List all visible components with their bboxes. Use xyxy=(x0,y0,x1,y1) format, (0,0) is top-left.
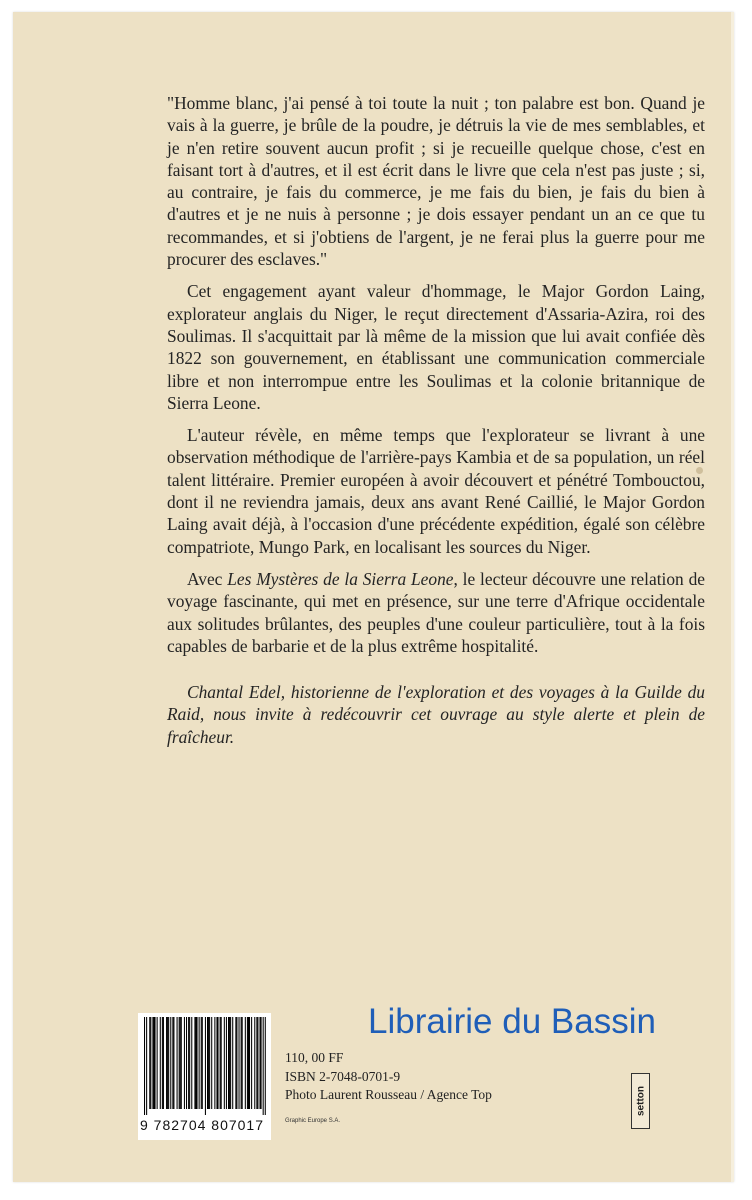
barcode-bar xyxy=(207,1017,208,1109)
barcode-bar xyxy=(205,1017,206,1115)
barcode-bar xyxy=(191,1017,192,1109)
barcode-bar xyxy=(188,1017,189,1109)
isbn: ISBN 2-7048-0701-9 xyxy=(285,1068,401,1084)
barcode-bar xyxy=(221,1017,222,1109)
book-title: Les Mystères de la Sierra Leone xyxy=(227,568,454,589)
photo-credit: Photo Laurent Rousseau / Agence Top xyxy=(285,1087,492,1102)
barcode-bar xyxy=(230,1017,231,1109)
barcode-bar xyxy=(261,1017,262,1109)
barcode-bar xyxy=(162,1017,163,1109)
barcode-bar xyxy=(149,1017,150,1109)
barcode-bar xyxy=(155,1017,156,1109)
barcode-bar xyxy=(199,1017,200,1109)
barcode-bar xyxy=(194,1017,195,1109)
barcode-bar xyxy=(197,1017,198,1109)
barcode-bar xyxy=(202,1017,203,1109)
barcode-bar xyxy=(254,1017,255,1109)
barcode-bar xyxy=(177,1017,178,1109)
barcode-bar xyxy=(172,1017,173,1109)
barcode-bar xyxy=(224,1017,225,1109)
barcode-bar xyxy=(179,1017,180,1109)
barcode-bar xyxy=(228,1017,229,1109)
barcode-bar xyxy=(152,1017,153,1109)
barcode-bar xyxy=(160,1017,161,1109)
barcode-bar xyxy=(209,1017,210,1109)
barcode-bar xyxy=(247,1017,248,1109)
barcode-bar xyxy=(239,1017,240,1109)
barcode-bar xyxy=(167,1017,168,1109)
barcode-bar xyxy=(170,1017,171,1109)
barcode-bar xyxy=(208,1017,209,1109)
barcode-bar xyxy=(184,1017,185,1109)
barcode-bar xyxy=(229,1017,230,1109)
paragraph-avec-start: Avec xyxy=(187,568,228,589)
barcode-bar xyxy=(181,1017,182,1109)
paragraph-avec xyxy=(167,568,705,657)
barcode-bar xyxy=(180,1017,181,1109)
barcode-bar xyxy=(245,1017,246,1109)
barcode-bars xyxy=(144,1017,266,1115)
watermark-text: Librairie du Bassin xyxy=(368,1002,656,1041)
barcode-bar xyxy=(242,1017,243,1109)
quote-paragraph: "Homme blanc, j'ai pensé à toi toute la nuit ; ton palabre est bon. Quand je vais à la guerre, je brûle de la poudre, je détruis la vie de mes semblables, et je n'en retire souvent aucun profit ; si je recueille quelque chose, c'est en faisant tort à d'autres, et il est écrit dans le livre que cela n'est pas juste ; si, au contraire, je fais du commerce, je me fais du bien, je fais du bien à d'autres et je ne nuis à personne ; je dois essayer pendant un an ce que tu recommandes, et si j'obtiens de l'argent, je ne ferai plus la guerre pour me procurer des esclaves." xyxy=(167,93,705,270)
barcode-bar xyxy=(216,1017,217,1109)
barcode-number: 9 782704 807017 xyxy=(140,1117,264,1133)
barcode-bar xyxy=(249,1017,250,1109)
barcode-bar xyxy=(144,1017,145,1115)
barcode-bar xyxy=(235,1017,236,1109)
paragraph-avec-end: , le lecteur découvre une relation de voyage fascinante, qui met en présence, sur une terre d'Afrique occidentale aux solitudes brûlantes, des peuples d'une couleur particulière, tout à la fois capables de barbarie et de la plus extrême hospitalité. xyxy=(167,568,705,656)
barcode-bar xyxy=(195,1017,196,1109)
paragraph-author: L'auteur révèle, en même temps que l'explorateur se livrant à une observation méthodique de l'arrière-pays Kambia et de sa population, un réel talent littéraire. Premier européen à avoir découvert et pénétré Tombouctou, dont il ne reviendra jamais, deux ans avant René Caillié, le Major Gordon Laing avait déjà, à l'occasion d'une précédente expédition, égalé son célèbre compatriote, Mungo Park, en localisant les sources du Niger. xyxy=(167,425,705,557)
barcode-bar xyxy=(153,1017,154,1109)
barcode-bar xyxy=(248,1017,249,1109)
barcode-bar xyxy=(150,1017,151,1109)
printer-credit: Graphic Europe S.A. xyxy=(285,1118,341,1124)
barcode-bar xyxy=(263,1017,264,1115)
publisher-logo-text: setton xyxy=(635,1086,646,1116)
barcode-bar xyxy=(232,1017,233,1109)
publisher-logo xyxy=(631,1073,650,1129)
paragraph-engagement: Cet engagement ayant valeur d'hommage, le Major Gordon Laing, explorateur anglais du Niger, le reçut directement d'Assaria-Azira, roi des Soulimas. Il s'acquittait par là même de la mission que lui avait confiée dès 1822 son gouvernement, en établissant une communication commerciale libre et non interrompue entre les Soulimas et la colonie britannique de Sierra Leone. xyxy=(167,281,705,413)
barcode-bar xyxy=(260,1017,261,1109)
barcode-bar xyxy=(251,1017,252,1109)
publication-info xyxy=(285,1049,492,1105)
signoff-paragraph: Chantal Edel, historienne de l'exploration et des voyages à la Guilde du Raid, nous invite à redécouvrir cet ouvrage au style alerte et plein de fraîcheur. xyxy=(167,682,705,747)
barcode-bar xyxy=(220,1017,221,1109)
barcode-bar xyxy=(257,1017,258,1109)
barcode-bar xyxy=(166,1017,167,1109)
barcode-bar xyxy=(214,1017,215,1109)
barcode-bar xyxy=(189,1017,190,1109)
barcode-bar xyxy=(265,1017,266,1115)
barcode-bar xyxy=(241,1017,242,1109)
price: 110, 00 FF xyxy=(285,1050,344,1065)
barcode-bar xyxy=(201,1017,202,1109)
barcode-bar xyxy=(218,1017,219,1109)
barcode-bar xyxy=(236,1017,237,1109)
barcode-bar xyxy=(163,1017,164,1109)
barcode-bar xyxy=(157,1017,158,1109)
barcode xyxy=(138,1013,271,1140)
barcode-bar xyxy=(256,1017,257,1109)
barcode-bar xyxy=(226,1017,227,1109)
barcode-bar xyxy=(146,1017,147,1115)
back-cover-text xyxy=(167,92,705,758)
barcode-bar xyxy=(211,1017,212,1109)
barcode-bar xyxy=(186,1017,187,1109)
barcode-bar xyxy=(173,1017,174,1109)
barcode-bar xyxy=(168,1017,169,1109)
